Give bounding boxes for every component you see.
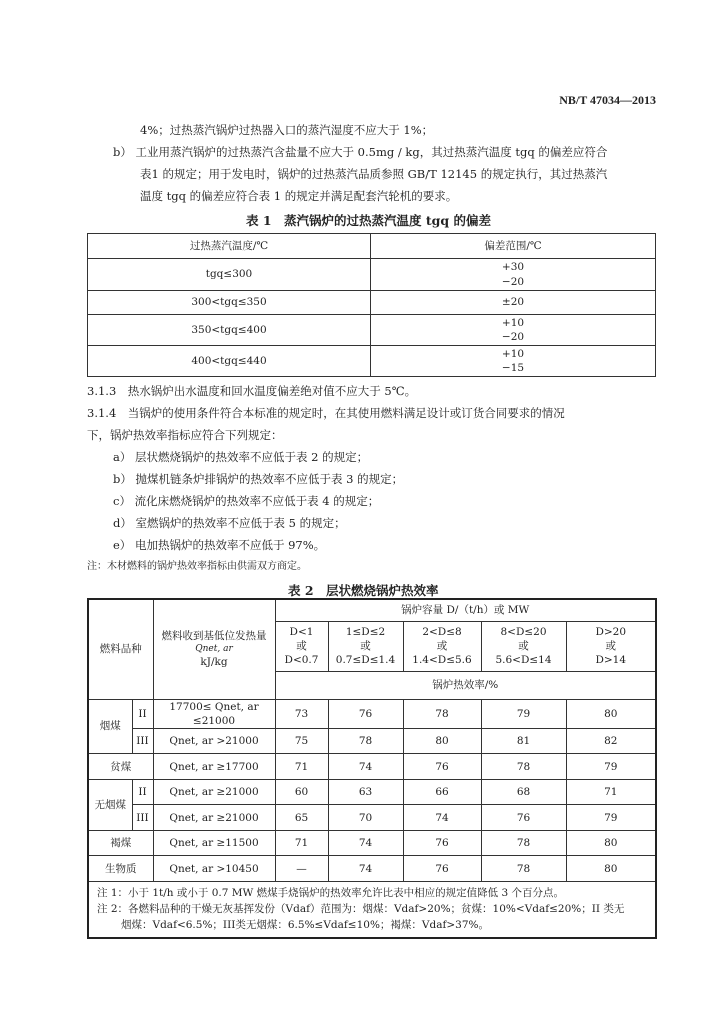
capacity-col (566, 621, 656, 671)
paragraph-line: 表1 的规定；用于发电时，锅炉的过热蒸汽品质参照 GB/T 12145 的规定执行，其过热蒸汽 (140, 167, 608, 181)
capacity-col (275, 621, 328, 671)
capacity-col (403, 621, 481, 671)
heat-header (153, 599, 275, 699)
capacity-line: 0.7≤D≤1.4 (335, 654, 396, 667)
capacity-line: 8<D≤20 (500, 625, 547, 638)
table1-cell: 300<tgq≤350 (88, 291, 371, 315)
section-line: 3.1.4 当锅炉的使用条件符合本标准的规定时，在其使用燃料满足设计或订货合同要求的情况 (87, 406, 565, 420)
table1-cell: tgq≤300 (88, 259, 371, 291)
table1-title: 表 1 蒸汽锅炉的过热蒸汽温度 tgq 的偏差 (246, 213, 492, 228)
table1-cell (371, 315, 656, 346)
capacity-col (481, 621, 566, 671)
deviation-minus: −20 (501, 331, 525, 343)
efficiency-cell: 75 (275, 728, 328, 754)
list-item: d） 室燃锅炉的热效率不应低于表 5 的规定； (113, 516, 346, 530)
table1-cell (371, 346, 656, 377)
table1-header: 偏差范围/℃ (371, 234, 656, 259)
class-cell: III (132, 805, 153, 831)
class-cell: II (132, 779, 153, 805)
table-row (88, 856, 656, 882)
note-2: 注 2：各燃料品种的干燥无灰基挥发份（Vdaf）范围为：烟煤：Vdaf>20%；贫煤：10%<Vdaf≤20%；II 类无 (97, 903, 625, 916)
note-2-cont: 烟煤：Vdaf<6.5%；III类无烟煤：6.5%≤Vdaf≤10%；褐煤：Vdaf>37%。 (121, 919, 490, 932)
efficiency-cell: 76 (403, 754, 481, 780)
paragraph-line: 温度 tgq 的偏差应符合表 1 的规定并满足配套汽轮机的要求。 (140, 189, 458, 203)
capacity-col (328, 621, 403, 671)
note-1: 注 1：小于 1t/h 或小于 0.7 MW 燃煤手烧锅炉的热效率允许比表中相应的规定值降低 3 个百分点。 (97, 886, 565, 899)
capacity-line: D<1 (289, 625, 314, 638)
table-row (88, 728, 656, 754)
capacity-header: 锅炉容量 D/（t/h）或 MW (275, 599, 656, 621)
efficiency-cell: 74 (328, 830, 403, 856)
efficiency-cell: 78 (481, 856, 566, 882)
heat-cell: 17700≤ Qnet, ar ≤21000 (153, 699, 275, 728)
fuel-cell: 烟煤 (88, 699, 132, 754)
table1-cell (371, 259, 656, 291)
capacity-line: 5.6<D≤14 (495, 654, 552, 667)
capacity-line: 1.4<D≤5.6 (412, 654, 472, 667)
capacity-line: 或 (296, 639, 307, 652)
list-item: a） 层状燃烧锅炉的热效率不应低于表 2 的规定； (113, 450, 369, 464)
efficiency-cell: 76 (481, 805, 566, 831)
table1-header: 过热蒸汽温度/℃ (88, 234, 371, 259)
deviation-plus: +30 (501, 261, 525, 274)
fuel-cell: 贫煤 (88, 754, 153, 780)
fuel-header: 燃料品种 (88, 599, 153, 699)
fuel-cell: 褐煤 (88, 830, 153, 856)
capacity-line: D<0.7 (284, 654, 319, 667)
heat-cell: Qnet, ar ≥17700 (153, 754, 275, 780)
table2-title: 表 2 层状燃烧锅炉热效率 (288, 583, 439, 598)
table-row (88, 699, 656, 728)
heat-cell: Qnet, ar >10450 (153, 856, 275, 882)
capacity-line: D>14 (595, 654, 627, 667)
fuel-cell: 生物质 (88, 856, 153, 882)
efficiency-cell: 78 (403, 699, 481, 728)
efficiency-cell: 76 (403, 830, 481, 856)
efficiency-cell: 80 (403, 728, 481, 754)
efficiency-cell: 73 (275, 699, 328, 728)
efficiency-cell: 78 (481, 754, 566, 780)
efficiency-cell: 74 (328, 754, 403, 780)
efficiency-cell: 80 (566, 830, 656, 856)
standard-number: NB/T 47034—2013 (559, 93, 656, 107)
heat-cell: Qnet, ar >21000 (153, 728, 275, 754)
table1-cell: 400<tgq≤440 (88, 346, 371, 377)
efficiency-cell: 81 (481, 728, 566, 754)
efficiency-cell: 80 (566, 856, 656, 882)
table-row (88, 779, 656, 805)
heat-header-line: kJ/kg (200, 656, 228, 669)
capacity-line: 或 (360, 639, 371, 652)
table-row (88, 805, 656, 831)
section-line: 下，锅炉热效率指标应符合下列规定： (87, 428, 283, 442)
table-row (88, 830, 656, 856)
table1-cell: 350<tgq≤400 (88, 315, 371, 346)
capacity-line: 或 (605, 639, 616, 652)
capacity-line: D>20 (595, 625, 627, 638)
paragraph-line: 4%；过热蒸汽锅炉过热器入口的蒸汽湿度不应大于 1%； (140, 123, 434, 137)
efficiency-cell: 71 (566, 779, 656, 805)
efficiency-cell: 71 (275, 830, 328, 856)
efficiency-cell: 74 (328, 856, 403, 882)
deviation-minus: −20 (501, 275, 525, 288)
class-cell: II (132, 699, 153, 728)
deviation-plus: +10 (501, 316, 525, 329)
efficiency-cell: 65 (275, 805, 328, 831)
efficiency-cell: 76 (328, 699, 403, 728)
efficiency-cell: 78 (328, 728, 403, 754)
efficiency-cell: 74 (403, 805, 481, 831)
list-item: b） 抛煤机链条炉排锅炉的热效率不应低于表 3 的规定； (113, 472, 404, 486)
table1 (87, 233, 656, 377)
list-item: c） 流化床燃烧锅炉的热效率不应低于表 4 的规定； (113, 494, 380, 508)
efficiency-cell: 71 (275, 754, 328, 780)
capacity-line: 或 (436, 639, 448, 652)
table2-notes (88, 881, 656, 937)
capacity-line: 或 (518, 639, 529, 652)
efficiency-cell: 79 (481, 699, 566, 728)
efficiency-cell: 66 (403, 779, 481, 805)
table-row (88, 754, 656, 780)
section-line: 3.1.3 热水锅炉出水温度和回水温度偏差绝对值不应大于 5℃。 (87, 384, 417, 398)
heat-cell: Qnet, ar ≥11500 (153, 830, 275, 856)
efficiency-header: 锅炉热效率/% (275, 671, 656, 699)
heat-cell: Qnet, ar ≥21000 (153, 779, 275, 805)
capacity-line: 1≤D≤2 (345, 625, 386, 638)
fuel-cell: 无烟煤 (88, 779, 132, 830)
paragraph-line: b） 工业用蒸汽锅炉的过热蒸汽含盐量不应大于 0.5mg / kg，其过热蒸汽温度 tgq 的偏差应符合 (113, 145, 608, 159)
efficiency-cell: 70 (328, 805, 403, 831)
efficiency-cell: — (275, 856, 328, 882)
heat-cell: Qnet, ar ≥21000 (153, 805, 275, 831)
efficiency-cell: 60 (275, 779, 328, 805)
heat-header-line: Qnet, ar (195, 644, 233, 655)
deviation-minus: −15 (501, 362, 525, 374)
efficiency-cell: 68 (481, 779, 566, 805)
efficiency-cell: 80 (566, 699, 656, 728)
table1-cell: ±20 (371, 291, 656, 315)
note: 注：木材燃料的锅炉热效率指标由供需双方商定。 (87, 561, 307, 572)
deviation-plus: +10 (501, 347, 525, 360)
efficiency-cell: 82 (566, 728, 656, 754)
capacity-line: 2<D≤8 (422, 625, 462, 638)
efficiency-cell: 63 (328, 779, 403, 805)
efficiency-cell: 79 (566, 805, 656, 831)
efficiency-cell: 78 (481, 830, 566, 856)
class-cell: III (132, 728, 153, 754)
heat-header-line: 燃料收到基低位发热量 (161, 630, 267, 642)
table2 (87, 598, 657, 939)
efficiency-cell: 76 (403, 856, 481, 882)
list-item: e） 电加热锅炉的热效率不应低于 97%。 (113, 538, 326, 552)
efficiency-cell: 79 (566, 754, 656, 780)
